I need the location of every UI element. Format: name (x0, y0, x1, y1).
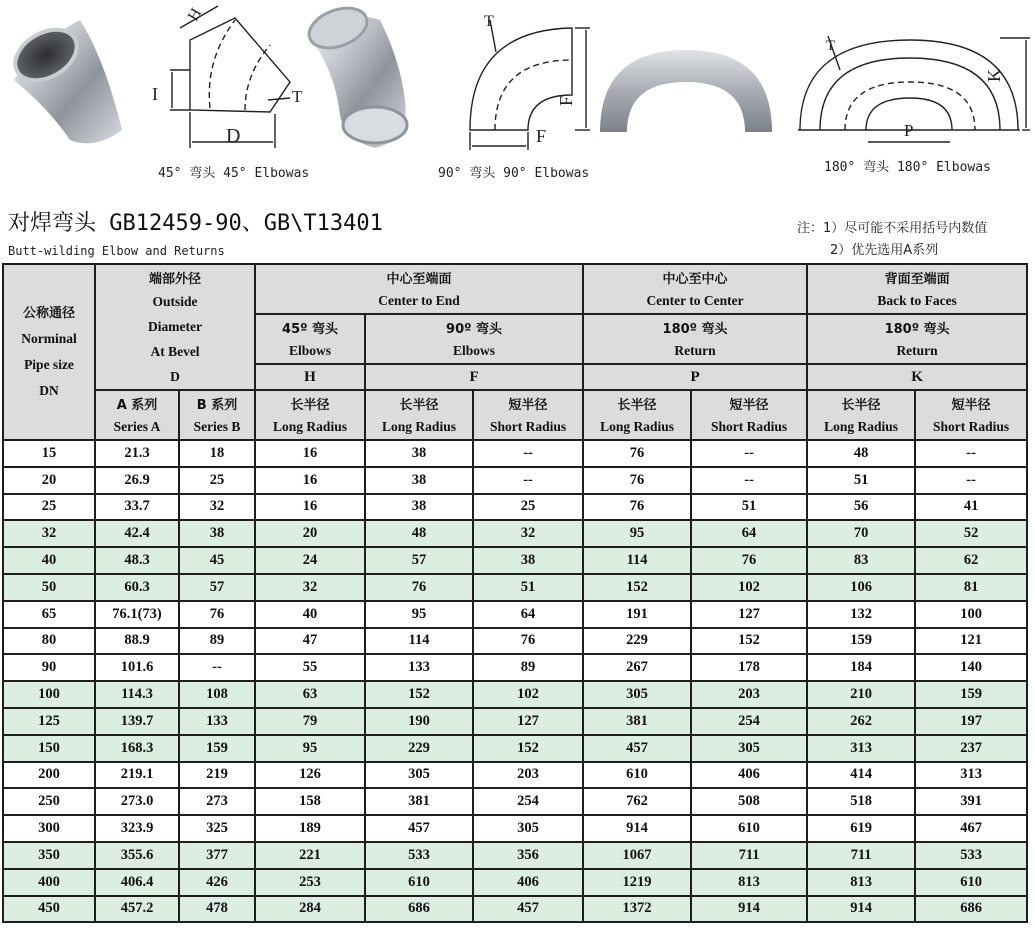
drawing-90-elbow (470, 20, 590, 150)
cell-f-short: 51 (473, 574, 583, 601)
table-row (3, 788, 1027, 815)
cell-dn: 80 (3, 628, 95, 655)
cell-od-b: 273 (179, 788, 255, 815)
cell-f-long: 133 (365, 654, 473, 681)
cell-p-short: 610 (691, 815, 807, 842)
cell-p-short: 51 (691, 494, 807, 521)
header-p-long-en: Long Radius (583, 415, 691, 440)
cell-dn: 32 (3, 520, 95, 547)
header-cte-cn (255, 264, 583, 289)
table-row (3, 869, 1027, 896)
cell-od-b: 25 (179, 467, 255, 494)
cell-p-short: 76 (691, 547, 807, 574)
cell-dn: 400 (3, 869, 95, 896)
cell-f-long: 76 (365, 574, 473, 601)
caption-90-elbow: 90° 弯头 90° Elbowas (438, 166, 590, 181)
cell-p-short: 914 (691, 896, 807, 923)
cell-f-short: 102 (473, 681, 583, 708)
cell-od-a: 273.0 (95, 788, 179, 815)
cell-p-long: 267 (583, 654, 691, 681)
header-series-b-cn-text: B 系列 (196, 397, 238, 413)
cell-k-long: 210 (807, 681, 915, 708)
header-e45-cn (255, 314, 365, 339)
page-subtitle: Butt-wilding Elbow and Returns (8, 244, 225, 258)
header-e45-en: Elbows (255, 339, 365, 364)
cell-od-b: 478 (179, 896, 255, 923)
cell-p-long: 95 (583, 520, 691, 547)
cell-od-b: 57 (179, 574, 255, 601)
cell-h: 16 (255, 494, 365, 521)
cell-p-long: 762 (583, 788, 691, 815)
cell-f-long: 229 (365, 735, 473, 762)
header-symbol-p: P (583, 364, 807, 390)
cell-k-long: 70 (807, 520, 915, 547)
caption-45-elbow: 45° 弯头 45° Elbowas (158, 166, 310, 181)
header-symbol-f: F (365, 364, 583, 390)
header-e90-cn (365, 314, 583, 339)
header-k-short-cn (915, 390, 1027, 415)
cell-k-short: 686 (915, 896, 1027, 923)
cell-h: 63 (255, 681, 365, 708)
table-row (3, 601, 1027, 628)
table-row (3, 547, 1027, 574)
cell-k-short: 237 (915, 735, 1027, 762)
cell-od-b: 76 (179, 601, 255, 628)
cell-h: 189 (255, 815, 365, 842)
cell-p-long: 152 (583, 574, 691, 601)
cell-k-long: 414 (807, 762, 915, 789)
cell-dn: 450 (3, 896, 95, 923)
header-dn-cn: 公称通径 (22, 305, 75, 321)
cell-p-short: 152 (691, 628, 807, 655)
cell-k-short: 140 (915, 654, 1027, 681)
cell-k-long: 184 (807, 654, 915, 681)
fig90-label-f-vertical: F (556, 95, 576, 106)
cell-k-short: 197 (915, 708, 1027, 735)
cell-h: 158 (255, 788, 365, 815)
cell-f-long: 57 (365, 547, 473, 574)
cell-p-short: 406 (691, 762, 807, 789)
header-p-long-cn-text: 长半径 (617, 397, 657, 413)
header-cte-en: Center to End (255, 289, 583, 314)
header-h-long-cn-text: 长半径 (290, 397, 330, 413)
elbow-dimension-table (2, 263, 1028, 923)
header-h-long-cn (255, 390, 365, 415)
photo-45-elbow (6, 19, 122, 143)
cell-dn: 50 (3, 574, 95, 601)
header-p-short-en: Short Radius (691, 415, 807, 440)
cell-p-long: 114 (583, 547, 691, 574)
cell-p-long: 229 (583, 628, 691, 655)
cell-k-long: 132 (807, 601, 915, 628)
cell-k-long: 813 (807, 869, 915, 896)
cell-p-short: -- (691, 440, 807, 467)
cell-k-short: 159 (915, 681, 1027, 708)
cell-h: 284 (255, 896, 365, 923)
cell-dn: 250 (3, 788, 95, 815)
header-od-en1: Outside (95, 289, 255, 314)
caption-180-return: 180° 弯头 180° Elbowas (824, 160, 991, 175)
header-r180-cn (583, 314, 807, 339)
cell-p-short: 305 (691, 735, 807, 762)
cell-dn: 25 (3, 494, 95, 521)
cell-f-long: 114 (365, 628, 473, 655)
header-f-short-cn-text: 短半径 (508, 397, 548, 413)
header-series-a-cn (95, 390, 179, 415)
table-row (3, 654, 1027, 681)
header-p-short-cn-text: 短半径 (729, 397, 769, 413)
cell-f-long: 533 (365, 842, 473, 869)
cell-h: 24 (255, 547, 365, 574)
cell-f-long: 686 (365, 896, 473, 923)
header-r180-cn-text: 180º 弯头 (662, 321, 728, 337)
cell-k-short: 121 (915, 628, 1027, 655)
cell-p-long: 76 (583, 467, 691, 494)
cell-p-long: 1219 (583, 869, 691, 896)
cell-od-b: 32 (179, 494, 255, 521)
header-r180b-en: Return (807, 339, 1027, 364)
table-row (3, 815, 1027, 842)
cell-f-short: 152 (473, 735, 583, 762)
cell-od-a: 219.1 (95, 762, 179, 789)
cell-h: 40 (255, 601, 365, 628)
cell-od-b: 45 (179, 547, 255, 574)
fig45-label-d: D (226, 125, 241, 147)
cell-dn: 200 (3, 762, 95, 789)
cell-k-short: 81 (915, 574, 1027, 601)
cell-p-short: 203 (691, 681, 807, 708)
note-line-1: 注：1）尽可能不采用括号内数值 (797, 221, 988, 236)
cell-h: 253 (255, 869, 365, 896)
cell-k-short: 313 (915, 762, 1027, 789)
header-f-short-cn (473, 390, 583, 415)
cell-k-long: 48 (807, 440, 915, 467)
cell-od-b: -- (179, 654, 255, 681)
cell-h: 20 (255, 520, 365, 547)
table-row (3, 762, 1027, 789)
fig180-label-p: P (904, 121, 914, 140)
cell-k-short: 100 (915, 601, 1027, 628)
header-k-short-cn-text: 短半径 (951, 397, 991, 413)
header-e45-cn-text: 45º 弯头 (282, 321, 338, 337)
cell-p-short: -- (691, 467, 807, 494)
cell-od-b: 133 (179, 708, 255, 735)
header-k-long-cn-text: 长半径 (841, 397, 881, 413)
cell-p-long: 610 (583, 762, 691, 789)
cell-p-short: 711 (691, 842, 807, 869)
header-k-short-en: Short Radius (915, 415, 1027, 440)
header-btf-en: Back to Faces (807, 289, 1027, 314)
cell-h: 79 (255, 708, 365, 735)
cell-od-a: 457.2 (95, 896, 179, 923)
header-od-en2: Diameter (95, 314, 255, 339)
page-title: 对焊弯头 GB12459-90、GB\T13401 (8, 211, 383, 236)
cell-p-long: 1372 (583, 896, 691, 923)
table-row (3, 494, 1027, 521)
cell-k-long: 914 (807, 896, 915, 923)
header-dn-en3: DN (39, 382, 59, 398)
cell-k-long: 56 (807, 494, 915, 521)
cell-p-long: 191 (583, 601, 691, 628)
cell-od-b: 38 (179, 520, 255, 547)
cell-f-short: 406 (473, 869, 583, 896)
header-p-short-cn (691, 390, 807, 415)
cell-od-a: 406.4 (95, 869, 179, 896)
header-cte-cn-text: 中心至端面 (386, 271, 452, 287)
cell-od-b: 426 (179, 869, 255, 896)
cell-f-short: -- (473, 440, 583, 467)
cell-f-short: 64 (473, 601, 583, 628)
cell-f-short: 89 (473, 654, 583, 681)
cell-h: 16 (255, 467, 365, 494)
cell-h: 95 (255, 735, 365, 762)
header-od-en3: At Bevel (95, 339, 255, 364)
cell-od-a: 60.3 (95, 574, 179, 601)
cell-k-short: 41 (915, 494, 1027, 521)
cell-od-b: 108 (179, 681, 255, 708)
cell-f-short: 25 (473, 494, 583, 521)
header-series-a-en: Series A (95, 415, 179, 440)
cell-h: 16 (255, 440, 365, 467)
cell-k-short: 467 (915, 815, 1027, 842)
header-symbol-h: H (255, 364, 365, 390)
cell-f-long: 305 (365, 762, 473, 789)
header-k-long-en: Long Radius (807, 415, 915, 440)
cell-dn: 150 (3, 735, 95, 762)
header-nominal-pipe-size (3, 264, 95, 440)
cell-f-long: 457 (365, 815, 473, 842)
cell-h: 55 (255, 654, 365, 681)
cell-k-long: 159 (807, 628, 915, 655)
header-btf-cn-text: 背面至端面 (884, 271, 950, 287)
cell-p-long: 305 (583, 681, 691, 708)
cell-k-short: 533 (915, 842, 1027, 869)
header-e90-cn-text: 90º 弯头 (446, 321, 502, 337)
header-dn-en2: Pipe size (24, 357, 74, 372)
cell-f-long: 38 (365, 467, 473, 494)
fig180-label-t: T (826, 38, 836, 54)
header-btf-cn (807, 264, 1027, 289)
fig45-label-t: T (292, 87, 303, 106)
cell-f-long: 95 (365, 601, 473, 628)
header-symbol-k: K (807, 364, 1027, 390)
cell-k-long: 106 (807, 574, 915, 601)
cell-f-short: 457 (473, 896, 583, 923)
table-row (3, 628, 1027, 655)
cell-od-a: 323.9 (95, 815, 179, 842)
header-r180b-cn-text: 180º 弯头 (884, 321, 950, 337)
cell-od-b: 18 (179, 440, 255, 467)
header-e90-en: Elbows (365, 339, 583, 364)
header-h-long-en: Long Radius (255, 415, 365, 440)
fig45-label-i: I (152, 84, 158, 104)
header-od-cn-text: 端部外径 (149, 271, 202, 287)
table-row (3, 735, 1027, 762)
cell-k-long: 518 (807, 788, 915, 815)
header-series-b-en: Series B (179, 415, 255, 440)
cell-dn: 300 (3, 815, 95, 842)
cell-k-long: 51 (807, 467, 915, 494)
header-ctc-en: Center to Center (583, 289, 807, 314)
cell-od-b: 377 (179, 842, 255, 869)
cell-p-short: 102 (691, 574, 807, 601)
cell-p-short: 178 (691, 654, 807, 681)
cell-od-a: 26.9 (95, 467, 179, 494)
cell-p-short: 64 (691, 520, 807, 547)
cell-p-long: 76 (583, 494, 691, 521)
cell-f-short: 127 (473, 708, 583, 735)
cell-k-long: 313 (807, 735, 915, 762)
cell-f-long: 48 (365, 520, 473, 547)
table-row (3, 708, 1027, 735)
cell-dn: 125 (3, 708, 95, 735)
cell-od-a: 76.1(73) (95, 601, 179, 628)
cell-p-short: 813 (691, 869, 807, 896)
cell-p-long: 381 (583, 708, 691, 735)
header-p-long-cn (583, 390, 691, 415)
header-ctc-cn (583, 264, 807, 289)
cell-od-a: 48.3 (95, 547, 179, 574)
cell-k-long: 262 (807, 708, 915, 735)
cell-od-b: 89 (179, 628, 255, 655)
header-series-a-cn-text: A 系列 (116, 397, 158, 413)
cell-dn: 100 (3, 681, 95, 708)
header-f-long-cn-text: 长半径 (399, 397, 439, 413)
photo-90-elbow (304, 1, 407, 148)
cell-dn: 65 (3, 601, 95, 628)
cell-f-long: 381 (365, 788, 473, 815)
cell-od-a: 33.7 (95, 494, 179, 521)
table-row (3, 520, 1027, 547)
cell-p-short: 254 (691, 708, 807, 735)
table-row (3, 842, 1027, 869)
cell-f-long: 152 (365, 681, 473, 708)
cell-k-short: -- (915, 467, 1027, 494)
cell-k-long: 83 (807, 547, 915, 574)
table-header (3, 264, 1027, 440)
cell-k-long: 711 (807, 842, 915, 869)
cell-h: 32 (255, 574, 365, 601)
header-r180b-cn (807, 314, 1027, 339)
table-row (3, 440, 1027, 467)
fig90-label-t: T (484, 13, 494, 30)
cell-od-a: 88.9 (95, 628, 179, 655)
cell-od-a: 21.3 (95, 440, 179, 467)
cell-dn: 20 (3, 467, 95, 494)
cell-f-short: -- (473, 467, 583, 494)
header-ctc-cn-text: 中心至中心 (662, 271, 728, 287)
cell-f-short: 32 (473, 520, 583, 547)
cell-f-short: 76 (473, 628, 583, 655)
table-row (3, 574, 1027, 601)
header-r180-en: Return (583, 339, 807, 364)
table-row (3, 467, 1027, 494)
cell-f-short: 305 (473, 815, 583, 842)
cell-h: 47 (255, 628, 365, 655)
cell-od-a: 168.3 (95, 735, 179, 762)
table-body (3, 440, 1027, 922)
cell-k-short: 391 (915, 788, 1027, 815)
cell-f-long: 38 (365, 440, 473, 467)
cell-dn: 90 (3, 654, 95, 681)
cell-p-long: 914 (583, 815, 691, 842)
header-f-long-en: Long Radius (365, 415, 473, 440)
cell-p-short: 508 (691, 788, 807, 815)
cell-f-short: 38 (473, 547, 583, 574)
header-series-b-cn (179, 390, 255, 415)
cell-f-short: 254 (473, 788, 583, 815)
cell-od-a: 114.3 (95, 681, 179, 708)
cell-p-long: 76 (583, 440, 691, 467)
header-f-long-cn (365, 390, 473, 415)
cell-f-short: 203 (473, 762, 583, 789)
header-dn-en1: Norminal (21, 331, 77, 347)
fig90-label-f-horizontal: F (536, 126, 547, 146)
cell-od-a: 139.7 (95, 708, 179, 735)
fig45-label-h: H (184, 5, 206, 24)
cell-h: 221 (255, 842, 365, 869)
cell-k-short: 62 (915, 547, 1027, 574)
header-k-long-cn (807, 390, 915, 415)
header-f-short-en: Short Radius (473, 415, 583, 440)
cell-f-long: 610 (365, 869, 473, 896)
cell-od-b: 325 (179, 815, 255, 842)
cell-od-b: 159 (179, 735, 255, 762)
cell-f-short: 356 (473, 842, 583, 869)
cell-k-short: 52 (915, 520, 1027, 547)
header-od-cn (95, 264, 255, 289)
header-od-symbol: D (95, 364, 255, 390)
table-row (3, 681, 1027, 708)
cell-k-short: -- (915, 440, 1027, 467)
cell-p-long: 457 (583, 735, 691, 762)
cell-dn: 40 (3, 547, 95, 574)
cell-od-a: 101.6 (95, 654, 179, 681)
cell-h: 126 (255, 762, 365, 789)
cell-f-long: 190 (365, 708, 473, 735)
cell-od-b: 219 (179, 762, 255, 789)
note-line-2: 2）优先选用A系列 (830, 243, 939, 258)
cell-k-short: 610 (915, 869, 1027, 896)
table-row (3, 896, 1027, 923)
cell-od-a: 355.6 (95, 842, 179, 869)
photo-180-return (600, 50, 772, 132)
cell-dn: 350 (3, 842, 95, 869)
cell-od-a: 42.4 (95, 520, 179, 547)
cell-k-long: 619 (807, 815, 915, 842)
cell-p-long: 1067 (583, 842, 691, 869)
cell-dn: 15 (3, 440, 95, 467)
fig180-label-k: K (984, 69, 1004, 82)
cell-p-short: 127 (691, 601, 807, 628)
cell-f-long: 38 (365, 494, 473, 521)
